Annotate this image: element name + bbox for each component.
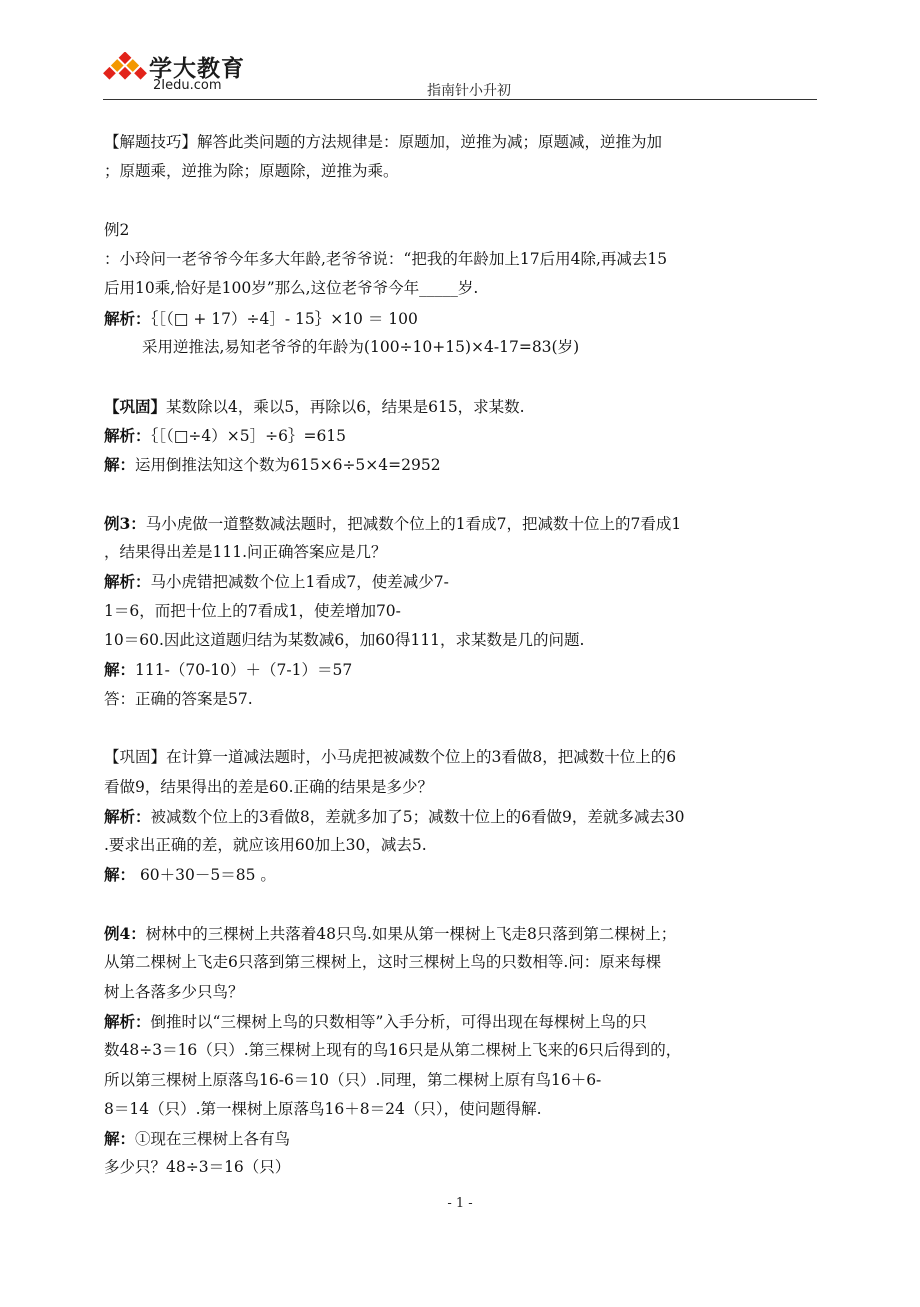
solution-text: ①现在三棵树上各有鸟	[135, 1130, 291, 1149]
page-number: - 1 -	[447, 1196, 473, 1211]
example-3-analysis-2: 1＝6，而把十位上的7看成1，使差增加70-	[104, 601, 401, 620]
page-header	[103, 48, 817, 102]
header-title: 指南针小升初	[427, 83, 511, 99]
analysis-label: 解析：	[104, 806, 151, 826]
analysis-label: 解析：	[104, 572, 151, 592]
tip-label: 【解题技巧】	[104, 133, 198, 151]
example-2-label: 例2	[104, 220, 130, 239]
practice-2-solution	[104, 860, 816, 889]
example-4-solution-1	[104, 1124, 816, 1153]
analysis-equation: ｛［（□ + 17）÷4］- 15｝×10 ＝ 100	[150, 309, 418, 328]
practice-text: 某数除以4，乘以5，再除以6，结果是615，求某数.	[166, 397, 525, 416]
example-3-question-1	[104, 509, 816, 538]
analysis-label: 解析：	[104, 425, 151, 445]
example-4-analysis-1	[104, 1007, 816, 1036]
example-3-answer: 答：正确的答案是57.	[104, 689, 253, 708]
tip-line	[104, 128, 816, 157]
example-4-question-2: 从第二棵树上飞走6只落到第三棵树上，这时三棵树上鸟的只数相等.问：原来每棵	[104, 953, 662, 972]
practice-2-question-2: 看做9，结果得出的差是60.正确的结果是多少？	[104, 777, 434, 796]
analysis-label: 解析：	[104, 308, 151, 328]
example-4-analysis-3: 所以第三棵树上原落鸟16-6＝10（只）.同理，第二棵树上原有鸟16＋6-	[104, 1070, 602, 1089]
analysis-text: 倒推时以“三棵树上鸟的只数相等”入手分析，可得出现在每棵树上鸟的只	[150, 1012, 647, 1031]
practice-2-analysis-1	[104, 802, 816, 831]
example-text: 马小虎做一道整数减法题时，把减数个位上的1看成7，把减数十位上的7看成1	[145, 514, 682, 533]
practice-label: 【巩固】	[104, 396, 167, 416]
example-2-analysis-text: 采用逆推法,易知老爷爷的年龄为(100÷10+15)×4-17=83(岁)	[142, 338, 580, 357]
practice-1-solution	[104, 450, 816, 479]
solution-label: 解：	[104, 660, 136, 680]
tip-line-2: ；原题乘，逆推为除；原题除，逆推为乘。	[104, 162, 399, 181]
example-4-question-1	[104, 919, 816, 948]
practice-2-analysis-2: .要求出正确的差，就应该用60加上30，减去5.	[104, 836, 427, 855]
solution-text: 111-（70-10）＋（7-1）＝57	[135, 661, 353, 680]
example-label: 例4：	[104, 924, 146, 944]
example-2-analysis	[104, 304, 816, 333]
example-4-question-3: 树上各落多少只鸟？	[104, 982, 244, 1001]
practice-text: 在计算一道减法题时，小马虎把被减数个位上的3看做8，把减数十位上的6	[166, 748, 677, 767]
solution-text: 运用倒推法知这个数为615×6÷5×4=2952	[135, 456, 441, 475]
example-3-question-2: ，结果得出差是111.问正确答案应是几？	[104, 543, 387, 562]
practice-1-analysis	[104, 421, 816, 450]
practice-label: 【巩固】	[104, 748, 167, 767]
example-4-analysis-2: 数48÷3＝16（只）.第三棵树上现有的鸟16只是从第二棵树上飞来的6只后得到的，	[104, 1041, 682, 1060]
solution-label: 解：	[104, 865, 136, 885]
document-body	[104, 128, 816, 1183]
example-4-solution-2: 多少只？48÷3＝16（只）	[104, 1158, 291, 1177]
practice-1-question	[104, 392, 816, 421]
example-3-analysis-3: 10＝60.因此这道题归结为某数减6，加60得111，求某数是几的问题.	[104, 631, 585, 650]
example-4-analysis-4: 8＝14（只）.第一棵树上原落鸟16＋8＝24（只），使问题得解.	[104, 1099, 542, 1118]
logo-icon	[103, 52, 147, 96]
practice-2-question-1	[104, 743, 816, 772]
analysis-text: 马小虎错把减数个位上1看成7，使差减少7-	[150, 573, 449, 592]
solution-label: 解：	[104, 1129, 136, 1149]
example-label: 例3：	[104, 513, 146, 533]
example-2-question-1: ：小玲问一老爷爷今年多大年龄,老爷爷说：“把我的年龄加上17后用4除,再减去15	[104, 250, 668, 269]
solution-label: 解：	[104, 455, 136, 475]
header-divider	[103, 99, 817, 100]
example-2-question-2: 后用10乘,恰好是100岁”那么,这位老爷爷今年_____岁.	[104, 279, 479, 298]
logo-text: 学大教育	[149, 56, 245, 82]
analysis-text: ｛［（□÷4）×5］÷6｝=615	[150, 426, 347, 445]
analysis-text: 被减数个位上的3看做8，差就多加了5；减数十位上的6看做9，差就多减去30	[150, 807, 685, 826]
example-3-analysis-1	[104, 567, 816, 596]
tip-text: 解答此类问题的方法规律是：原题加，逆推为减；原题减，逆推为加	[197, 133, 663, 151]
solution-text: 60＋30－5＝85 。	[135, 866, 276, 885]
example-text: 树林中的三棵树上共落着48只鸟.如果从第一棵树上飞走8只落到第二棵树上；	[145, 925, 677, 944]
logo-domain: 2Iedu.com	[153, 78, 222, 93]
analysis-label: 解析：	[104, 1011, 151, 1031]
example-3-solution	[104, 655, 816, 684]
